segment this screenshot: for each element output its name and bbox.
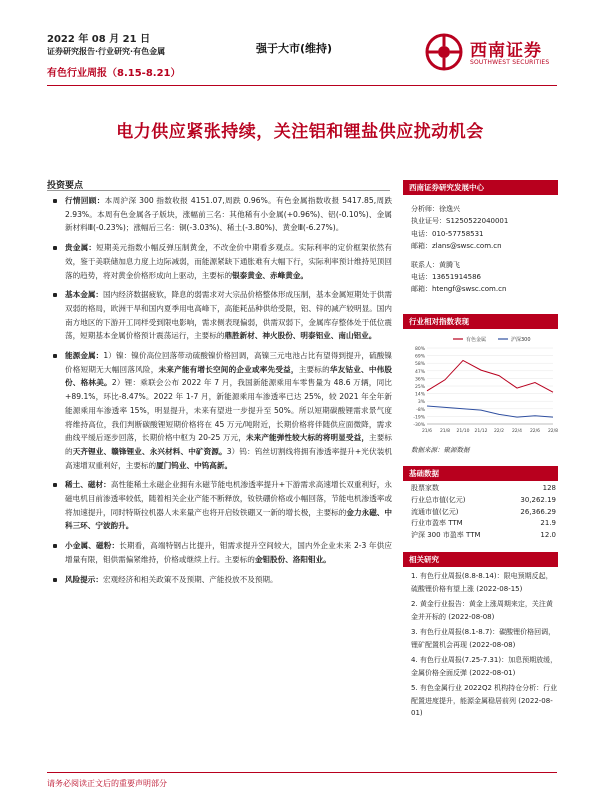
y-tick-label: 36%: [414, 377, 425, 383]
basic-data-table: [411, 483, 556, 542]
bullet-energy-metals: [47, 349, 392, 472]
key-points: [47, 194, 392, 586]
logo-english-name: SOUTHWEST SECURITIES: [470, 59, 550, 66]
relative-index-chart: [403, 330, 558, 442]
y-tick-label: 25%: [414, 385, 425, 390]
contact-line: 邮箱：htengf@swsc.com.cn: [411, 285, 507, 294]
related-research-header: 相关研究: [403, 552, 558, 567]
x-tick-label: 21/8: [439, 429, 451, 434]
report-date: 2022 年 08 月 21 日: [47, 34, 151, 45]
legend-label: 有色金属: [466, 337, 487, 343]
stat-row: [411, 530, 556, 542]
bullet-highlight: 未来产能有增长空间的企业或率先受益，: [158, 364, 299, 374]
y-tick-label: -8%: [416, 407, 425, 413]
report-type: 证券研究报告·行业研究·有色金属: [47, 47, 166, 56]
related-report-link[interactable]: 1. 有色行业周报(8.8-8.14)：限电预期反起，硫酸锂价格有望上涨 (2022-08-15): [411, 572, 553, 593]
y-tick-label: 80%: [414, 347, 425, 352]
bullet-text: 主要标的: [298, 364, 330, 374]
y-tick-label: 69%: [414, 354, 425, 360]
bullet-label: 稀土、磁材：: [65, 480, 111, 490]
bullet-label: 行情回顾：: [65, 196, 105, 205]
x-tick-label: 21/6: [421, 429, 433, 434]
stat-value: 21.9: [540, 519, 556, 528]
analyst-line: 邮箱：zlans@swsc.com.cn: [411, 242, 502, 251]
stat-label: 行业总市值(亿元): [411, 495, 466, 504]
bullet-highlight: 银泰黄金、赤峰黄金。: [232, 270, 308, 280]
team-header: 西南证券研究发展中心: [403, 180, 558, 195]
x-tick-label: 22/4: [511, 429, 523, 434]
section-heading: 投资要点: [47, 181, 84, 191]
stat-value: 12.0: [540, 531, 556, 540]
rating-label: 强于大市(维持): [256, 42, 333, 55]
stat-row: [411, 518, 556, 530]
x-tick-label: 22/8: [547, 429, 558, 434]
bullet-text: 2）锂：乘联会公布 2022 年 7 月，我国新能源乘用车零售量为 48.6 万辆，同比+89.1%，环比-8.47%。2022 年 1-7 月，新能源乘用车渗透率已达 25%，较 2021 年全年新能源乘用车渗透率 15%，明显提升，未来有望进一步提升至 50%。所以短期碳酸锂需求景气度将维持高位，我们判断碳酸锂短期价格将在 45 万元/吨附近，长期价格将伴随供应面微降，需求曲线平缓后逐步回落，长期价格中枢为 20-25 万元，: [65, 378, 392, 443]
bullet-text: 1）镍：镍价高位回落带动硫酸镍价格回调，高镍三元电池占比有望得到提升，硫酸镍价格短期无大幅回落风险，: [65, 351, 393, 374]
bullet-label: 贵金属：: [65, 243, 97, 253]
series-line-1: [427, 406, 553, 417]
contact-line: 联系人：黄腾飞: [411, 260, 460, 269]
bullet-precious-metals: [47, 241, 392, 282]
logo-emblem-icon: [424, 32, 464, 72]
stat-value: 30,262.19: [520, 495, 556, 504]
y-tick-label: 3%: [417, 400, 425, 406]
stat-label: 流通市值(亿元): [411, 507, 459, 516]
chart-source: 数据来源：聚源数据: [411, 446, 470, 454]
bullet-text: 长期看，高端特钢占比提升，钼需求提升空间较大，国内外企业未来 2-3 年供应增量有限，钼供需偏紧维持，价格或继续上行。主要标的: [65, 541, 392, 564]
stat-label: 沪深 300 市盈率 TTM: [411, 531, 481, 540]
y-tick-label: 14%: [414, 392, 425, 398]
weekly-label: 有色行业周报（8.15-8.21）: [47, 68, 181, 79]
bullet-text: 本周沪深 300 指数收报 4151.07,周跌 0.96%。有色金属指数收报 5417.85,周跌 2.93%。本周有色金属各子版块，涨幅前三名：其他稀有小金属(+0.96%)、铝(-0.10%)、金属新材料Ⅲ(-0.23%)；涨幅后三名：铜(-3.03%)、稀土(-3.80%)、黄金Ⅲ(-6.27%)。: [65, 196, 392, 233]
bullet-highlight: 金钼股份、洛阳钼业。: [254, 554, 331, 564]
bullet-highlight: 华友钴业、中伟股份、格林美。: [65, 364, 393, 388]
bullet-label: 能源金属：: [65, 351, 104, 361]
bullet-market-review: [47, 194, 392, 235]
legend-label: 沪深300: [511, 337, 531, 343]
x-tick-label: 21/10: [456, 429, 470, 434]
y-tick-label: -30%: [413, 423, 425, 428]
y-tick-label: 47%: [414, 369, 425, 375]
company-logo: [424, 32, 564, 72]
bullet-text: 宏观经济和相关政策不及预期、产能投放不及预期。: [102, 574, 278, 584]
chart-svg: [403, 330, 558, 442]
header-divider: [47, 85, 557, 86]
logo-name: 西南证券: [470, 41, 542, 61]
analyst-line: 执业证号：S1250522040001: [411, 217, 509, 226]
stat-row: [411, 507, 556, 519]
related-report-link[interactable]: 2. 黄金行业报告：黄金上涨周期来定，关注黄金并开标的 (2022-08-08): [411, 600, 553, 621]
page-title: 电力供应紧张持续，关注铝和锂盐供应扰动机会: [116, 122, 484, 142]
bullet-highlight: 厦门钨业、中钨高新。: [156, 460, 233, 470]
footer-disclaimer: 请务必阅读正文后的重要声明部分: [47, 779, 167, 788]
bullet-highlight: 鼎胜新材、神火股份、明泰铝业、南山铝业。: [224, 331, 377, 341]
analyst-line: 分析师：徐逸兴: [411, 205, 460, 213]
series-line-0: [427, 360, 553, 392]
y-tick-label: 58%: [414, 362, 425, 368]
footer-divider: [47, 772, 557, 773]
x-tick-label: 21/12: [474, 429, 488, 434]
related-report-link[interactable]: 4. 有色行业周报(7.25-7.31)：加息预期放缓，金属价格全面反弹 (2022-08-01): [411, 656, 558, 677]
section-divider: [47, 190, 390, 191]
bullet-label: 基本金属：: [65, 290, 104, 300]
stat-row: [411, 483, 556, 495]
bullet-highlight: 未来产能弹性较大标的将明显受益，: [245, 433, 370, 443]
basic-data-header: 基础数据: [403, 466, 558, 481]
related-report-link[interactable]: 3. 有色行业周报(8.1-8.7)：碳酸锂价格回调，锂矿配置机会再现 (2022-08-08): [411, 628, 556, 649]
analyst-line: 电话：010-57758531: [411, 229, 484, 238]
bullet-base-metals: [47, 288, 392, 343]
bullet-highlight: 天齐锂业、赣锋锂业、永兴材料、中矿资源。: [72, 446, 227, 456]
bullet-label: 风险提示：: [65, 574, 103, 584]
chart-header: 行业相对指数表现: [403, 314, 558, 329]
stat-value: 128: [542, 484, 556, 492]
related-research-list: [411, 570, 559, 723]
stat-label: 行业市盈率 TTM: [411, 519, 463, 528]
stat-value: 26,366.29: [520, 507, 556, 516]
bullet-text: 3）钨：钨丝切割线将拥有渗透率提升+光伏装机高速增双重利好，主要标的: [65, 446, 392, 470]
x-tick-label: 22/6: [529, 429, 541, 434]
bullet-risk: [47, 573, 392, 587]
analyst-info: [411, 203, 559, 296]
bullet-text: 主要标的: [65, 433, 392, 456]
stat-label: 股票家数: [411, 484, 439, 492]
stat-row: [411, 495, 556, 507]
bullet-text: 高性能稀土永磁企业拥有永磁节能电机渗透率提升+下游需求高速增长双重利好，永磁电机目前渗透率较低，随着相关企业产能不断释放，钕铁硼价格或小幅回落，节能电机渗透率或将加速提升，同时特斯拉机器人未来量产也将开启钕铁硼又一新的增长极，主要标的: [65, 480, 393, 517]
bullet-rare-earth: [47, 478, 392, 533]
bullet-minor-metals: [47, 539, 392, 566]
bullet-highlight: 金力永磁、中科三环、宁波韵升。: [65, 507, 393, 531]
contact-line: 电话：13651914586: [411, 273, 481, 282]
related-report-link[interactable]: 5. 有色金属行业 2022Q2 机构持仓分析：行业配置进度提升，能源金属稳居前列 (2022-08-01): [411, 684, 558, 717]
y-tick-label: -19%: [413, 415, 425, 421]
bullet-label: 小金属、磁粉：: [65, 541, 120, 551]
x-tick-label: 22/2: [493, 429, 505, 434]
bullet-text: 短期美元指数小幅反弹压制黄金，不改金价中期看多观点。实际利率的定价框架依然有效，鉴于美联储加息力度上边际减弱，而能源紧缺下通胀难有大幅下行，实际利率预计维持见顶回落的趋势，将对黄金价格形成向上驱动，主要标的: [65, 243, 393, 280]
bullet-text: 国内经济数据疲软，降息的弱需求对大宗品价格整体形成压制，基本金属短期处于供需双弱的格局，欧洲干旱和国内夏季用电高峰下，高能耗品种供给受限，铝、锌的减产较明显。国内南方地区的下游开工同样受到限电影响，需求侧表现偏弱，供需双弱下，金属库存整体处于低位震荡，短期基本金属价格预计震荡运行，主要标的: [65, 290, 393, 341]
